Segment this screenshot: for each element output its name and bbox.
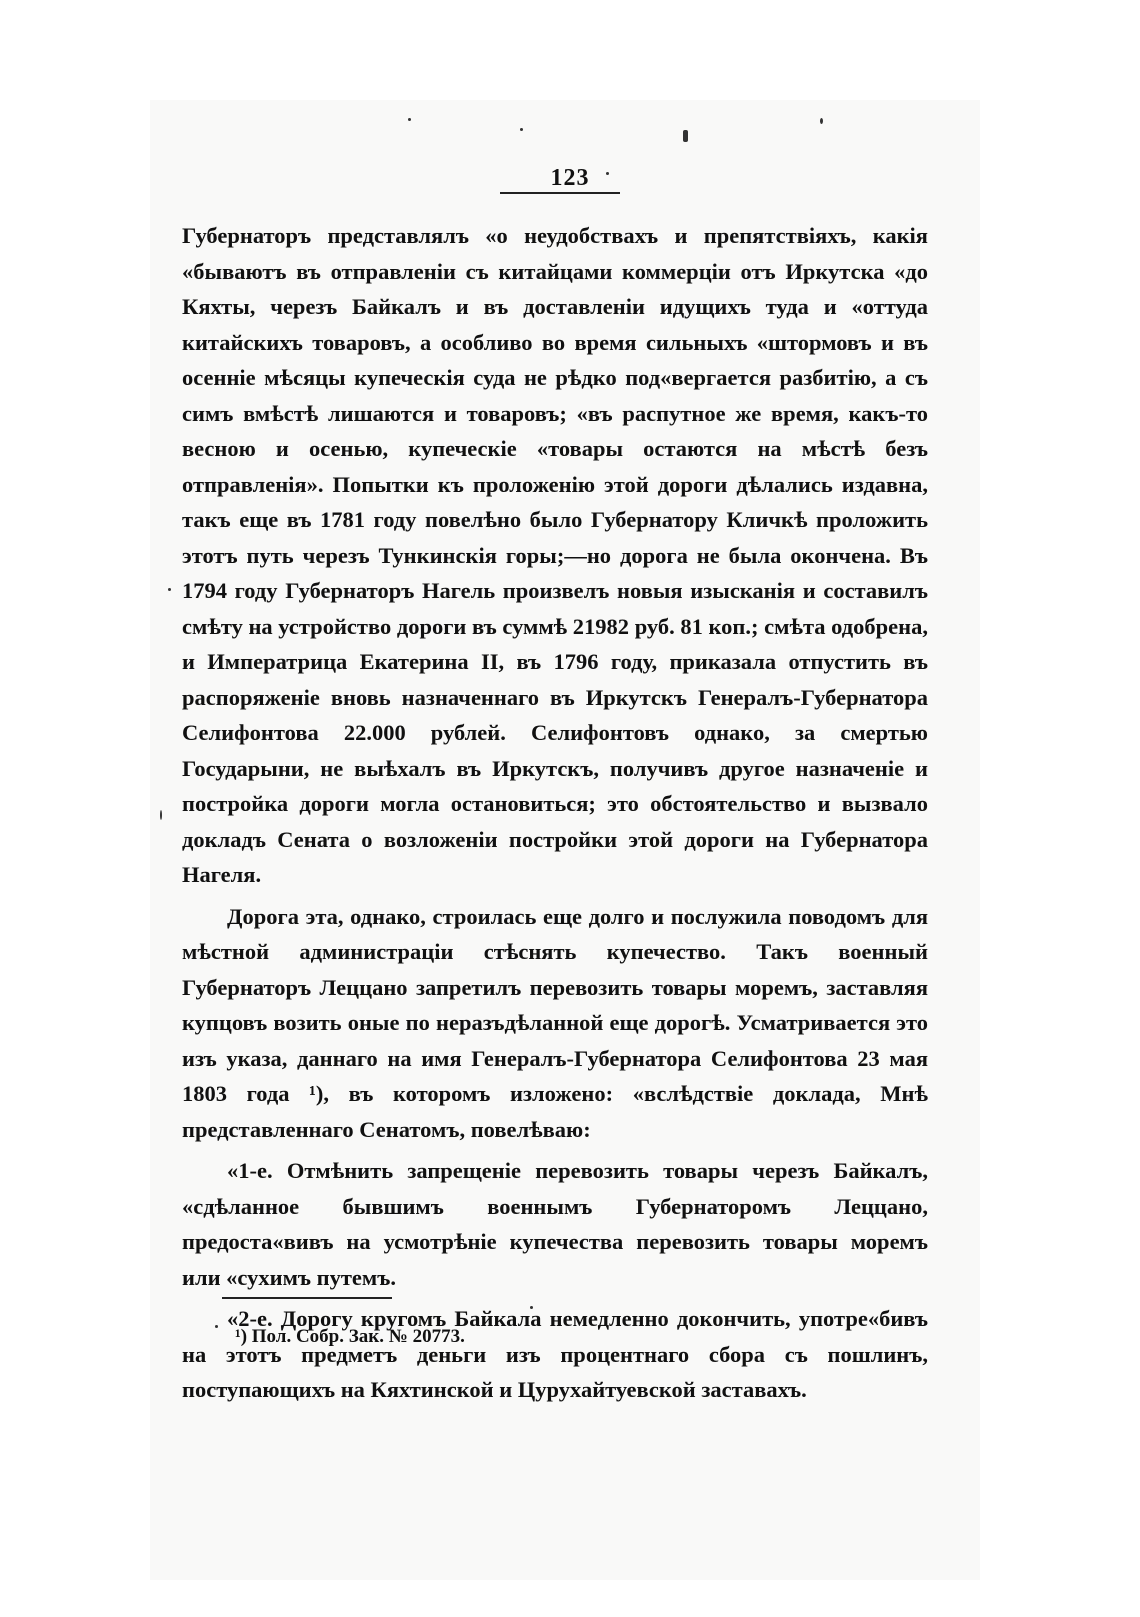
- print-speck: [168, 588, 171, 591]
- footnote-rule: [222, 1297, 392, 1299]
- paragraph: «2-е. Дорогу кругомъ Байкала немедленно докончить, употре«бивъ на этотъ предметъ деньги изъ процентнаго сбора съ пошлинъ, поступающихъ на Кяхтинской и Цурухайтуевской заставахъ.: [182, 1306, 928, 1402]
- paragraph: Дорога эта, однако, строилась еще долго и послужила поводомъ для мѣстной администраціи стѣснять купечество. Такъ военный Губернаторъ Леццано запретилъ перевозить товары моремъ, заставляя купцовъ возить оные по неразъдѣланной еще дорогѣ. Усматривается это изъ указа, даннаго на имя Генералъ-Губернатора Селифонтова 23 мая 1803 года ¹), въ которомъ изложено: «вслѣдствіе доклада, Мнѣ представленнаго Сенатомъ, повелѣваю:: [182, 903, 928, 1142]
- print-speck: [520, 128, 523, 131]
- footnote: ¹) Пол. Собр. Зак. № 20773.: [235, 1326, 465, 1347]
- print-speck: [408, 118, 411, 121]
- print-speck: [820, 118, 823, 124]
- print-speck: [160, 810, 162, 820]
- print-speck: [683, 130, 688, 142]
- paragraph: Губернаторъ представлялъ «о неудобствахъ и препятствіяхъ, какія «бываютъ въ отправленіи съ китайцами коммерціи отъ Иркутска «до Кяхты, черезъ Байкалъ и въ доставленіи идущихъ туда и «оттуда китайскихъ товаровъ, а особливо во время сильныхъ «штормовъ и въ осенніе мѣсяцы купеческія суда не рѣдко под«вергается разбитію, а съ симъ вмѣстѣ лишаются и товаровъ; «въ распутное же время, какъ-то весною и осенью, купеческіе «товары остаются на мѣстѣ безъ отправленія». Попытки къ проложенію этой дороги дѣлались издавна, такъ еще въ 1781 году повелѣно было Губернатору Кличкѣ проложить этотъ путь черезъ Тункинскія горы;—но дорога не была окончена. Въ 1794 году Губернаторъ Нагель произвелъ новыя изысканія и составилъ смѣту на устройство дороги въ суммѣ 21982 руб. 81 коп.; смѣта одобрена, и Императрица Екатерина II, въ 1796 году, приказала отпустить въ распоряженіе вновь назначеннаго въ Иркутскъ Генералъ-Губернатора Селифонтова 22.000 рублей. Селифонтовъ однако, за смертью Государыни, не выѣхалъ въ Иркутскъ, получивъ другое назначеніе и постройка дороги могла остановиться; это обстоятельство и вызвало докладъ Сената о возложеніи постройки этой дороги на Губернатора Нагеля.: [182, 223, 928, 887]
- paragraph: «1-е. Отмѣнить запрещеніе перевозить товары черезъ Байкалъ, «сдѣланное бывшимъ военнымъ Губернаторомъ Леццано, предоста«вивъ на усмотрѣніе купечества перевозить товары моремъ или «сухимъ путемъ.: [182, 1158, 928, 1290]
- page-number-rule: [500, 192, 620, 194]
- page-number: 123: [550, 165, 590, 191]
- body-text: [182, 218, 928, 1408]
